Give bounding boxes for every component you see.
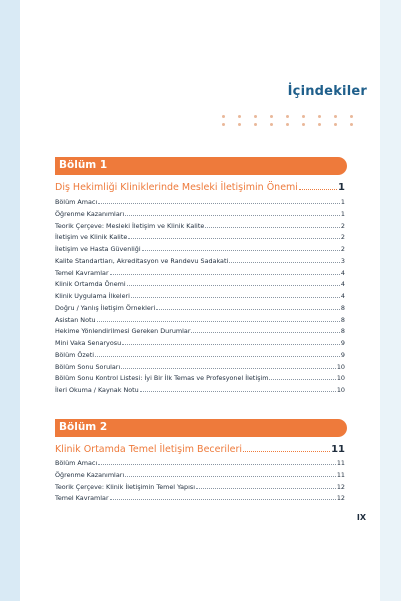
toc-entry-title: Bölüm Sonu Soruları (55, 362, 121, 371)
toc-entry-title: Teorik Çerçeve: Mesleki İletişim ve Klinik Kalite (55, 221, 205, 230)
chapter-1-title: Diş Hekimliği Kliniklerinde Mesleki İletişimin Önemi (55, 182, 298, 193)
leader-dots (196, 483, 336, 489)
toc-entry[interactable] (55, 198, 345, 206)
page-number: IX (356, 513, 366, 522)
leader-dots (243, 443, 330, 452)
toc-entry-page: 12 (336, 494, 345, 503)
toc-title: İçindekiler (287, 84, 367, 99)
toc-entry[interactable] (55, 459, 345, 467)
section-1-label: Bölüm 1 (59, 159, 108, 171)
leader-dots (121, 363, 336, 369)
toc-entry-title: İletişim ve Hasta Güvenliği (55, 245, 141, 253)
toc-entry-title: Doğru / Yanlış İletişim Örnekleri (55, 303, 156, 312)
toc-entry-title: Teorik Çerçeve: Klinik İletişimin Temel Yapısı (55, 482, 195, 491)
chapter-2-title: Klinik Ortamda Temel İletişim Becerileri (55, 444, 243, 455)
toc-entry-page: 12 (336, 482, 345, 491)
toc-entry-title: Mini Vaka Senaryosu (55, 339, 122, 347)
toc-entry-page: 1 (340, 209, 345, 218)
chapter-2-page: 11 (331, 444, 345, 455)
toc-entry[interactable] (55, 280, 345, 288)
toc-entry[interactable] (55, 245, 345, 253)
toc-entry-title: İletişim ve Klinik Kalite (55, 233, 128, 242)
toc-entry[interactable] (55, 351, 345, 359)
toc-entry[interactable] (55, 327, 345, 335)
leader-dots (205, 222, 340, 228)
leader-dots (110, 269, 340, 275)
leader-dots (97, 316, 340, 322)
toc-entry[interactable] (55, 339, 345, 347)
leader-dots (98, 198, 340, 204)
toc-entry[interactable] (55, 233, 345, 241)
toc-entry-page: 2 (340, 233, 345, 242)
toc-entry[interactable] (55, 363, 345, 371)
leader-dots (125, 210, 340, 216)
toc-entry-page: 2 (340, 245, 345, 253)
toc-entry-title: Bölüm Özeti (55, 350, 94, 359)
toc-entry-title: İleri Okuma / Kaynak Notu (55, 386, 139, 394)
section-2-header (55, 419, 347, 437)
toc-entry-page: 4 (340, 268, 345, 277)
toc-entry-page: 10 (336, 386, 345, 394)
toc-entry[interactable] (55, 257, 345, 265)
toc-entry[interactable] (55, 471, 345, 479)
chapter-2-link[interactable] (55, 443, 345, 455)
toc-entry-title: Temel Kavramlar (55, 268, 109, 277)
toc-entry[interactable] (55, 494, 345, 502)
toc-entry-page: 3 (340, 256, 345, 265)
chapter-1-link[interactable] (55, 181, 345, 193)
toc-entry-page: 4 (340, 292, 345, 300)
left-margin-strip (0, 0, 20, 601)
toc-entry-page: 10 (336, 362, 345, 371)
toc-entry-title: Asistan Notu (55, 315, 96, 324)
toc-entry-title: Bölüm Amacı (55, 459, 98, 467)
dot-row (222, 115, 372, 118)
leader-dots (156, 304, 340, 310)
toc-entry[interactable] (55, 269, 345, 277)
leader-dots (269, 374, 335, 380)
leader-dots (98, 459, 336, 465)
toc-entry-page: 10 (336, 374, 345, 383)
toc-entry-page: 8 (340, 315, 345, 324)
toc-entry[interactable] (55, 304, 345, 312)
toc-entry-title: Temel Kavramlar (55, 494, 109, 503)
decorative-dots (222, 115, 372, 131)
toc-entry-page: 8 (340, 327, 345, 336)
toc-entry[interactable] (55, 292, 345, 300)
toc-entry-title: Bölüm Sonu Kontrol Listesi: İyi Bir İlk Temas ve Profesyonel İletişim (55, 374, 269, 383)
toc-entry[interactable] (55, 210, 345, 218)
toc-entry-title: Hekime Yönlendirilmesi Gereken Durumlar (55, 327, 191, 336)
toc-entry-title: Bölüm Amacı (55, 198, 98, 206)
toc-entry[interactable] (55, 316, 345, 324)
leader-dots (95, 351, 340, 357)
leader-dots (125, 471, 336, 477)
toc-entry-page: 11 (336, 459, 345, 467)
toc-entry-page: 9 (340, 350, 345, 359)
leader-dots (229, 257, 340, 263)
section-1-header (55, 157, 347, 175)
leader-dots (110, 494, 336, 500)
dot-row (222, 123, 372, 126)
toc-entry[interactable] (55, 222, 345, 230)
toc-entry[interactable] (55, 374, 345, 382)
toc-entry[interactable] (55, 386, 345, 394)
toc-entry-page: 4 (340, 280, 345, 289)
section-2-label: Bölüm 2 (59, 421, 108, 433)
toc-entry-page: 1 (340, 198, 345, 206)
right-margin-strip (380, 0, 401, 601)
leader-dots (131, 292, 340, 298)
toc-entry-title: Öğrenme Kazanımları (55, 209, 125, 218)
leader-dots (142, 245, 340, 251)
toc-entry-page: 8 (340, 303, 345, 312)
toc-entry-title: Kalite Standartları, Akreditasyon ve Randevu Sadakati (55, 256, 229, 265)
toc-entry-title: Klinik Uygulama İlkeleri (55, 292, 130, 300)
toc-entry-page: 11 (336, 470, 345, 479)
leader-dots (127, 280, 340, 286)
leader-dots (140, 386, 336, 392)
toc-entry-page: 9 (340, 339, 345, 347)
chapter-1-page: 1 (338, 182, 345, 193)
leader-dots (122, 339, 340, 345)
toc-entry[interactable] (55, 483, 345, 491)
leader-dots (299, 181, 337, 190)
toc-entry-page: 2 (340, 221, 345, 230)
leader-dots (128, 233, 340, 239)
top-margin (20, 0, 380, 48)
toc-entry-title: Öğrenme Kazanımları (55, 470, 125, 479)
leader-dots (191, 327, 339, 333)
toc-entry-title: Klinik Ortamda Önemi (55, 280, 126, 289)
